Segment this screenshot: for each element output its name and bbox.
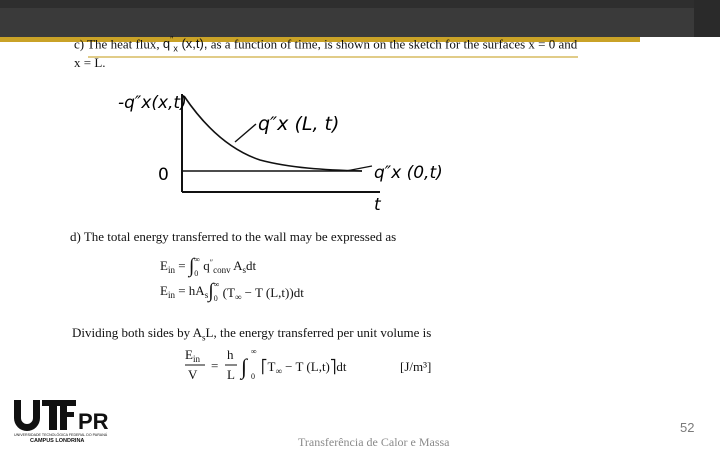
svg-text:0: 0 (251, 372, 255, 381)
svg-text:=: = (211, 358, 219, 373)
volume-equation (185, 346, 455, 386)
page-number: 52 (680, 420, 695, 435)
top-bar-edge (694, 0, 720, 37)
utfpr-logo (12, 398, 112, 444)
logo-pr: PR (78, 409, 109, 434)
curve-0-label: q″x (0,t) (374, 163, 443, 183)
energy-equations (160, 250, 380, 306)
item-c-line2: x = L. (74, 55, 106, 70)
equation-1: $E_{in} = \int_0\infty$ $q''_{conv}$ $A_sdt$ (160, 255, 257, 278)
item-c-lead: c) The heat flux, (74, 36, 160, 52)
curve-L-label: q″x (L, t) (258, 113, 340, 135)
top-bar (0, 0, 720, 37)
svg-text:h: h (227, 347, 234, 362)
heat-flux-symbol: $q''_x$ (x,t), (162, 35, 208, 54)
y-axis-label: -q″x(x,t) (118, 93, 187, 113)
logo-campus: CAMPUS LONDRINA (30, 438, 85, 444)
item-d-text: d) The total energy transferred to the wall may be expressed as (70, 229, 397, 244)
logo-tagline: UNIVERSIDADE TECNOLÓGICA FEDERAL DO PARANÁ (14, 433, 108, 437)
dividing-text: Dividing both sides by $A_sL$, the energy transferred per unit volume is (72, 325, 432, 343)
eq3-numerator: $E_{in}$ (185, 347, 200, 364)
equation-2: $E_{in} = hA_s\int_0\infty$ ($T_\infty - T$ (L,t))dt (160, 280, 304, 303)
eq3-body: $⎡T_\infty - T$ (L,t)⎤dt (261, 359, 347, 376)
accent-underline (88, 56, 578, 58)
x-axis-label: t (374, 195, 381, 215)
svg-text:∫: ∫ (241, 354, 248, 379)
svg-text:∞: ∞ (251, 347, 257, 356)
heat-flux-sketch (110, 82, 450, 217)
logo-u (14, 400, 40, 431)
svg-text:L: L (227, 367, 235, 382)
origin-label: 0 (158, 165, 169, 185)
eq3-units: [J/m³] (400, 359, 432, 374)
footer-course: Transferência de Calor e Massa (298, 435, 450, 449)
item-c-rest: as a function of time, is shown on the sketch for the surfaces x = 0 and (210, 36, 578, 52)
leader-L (235, 124, 256, 142)
svg-text:V: V (188, 367, 198, 382)
item-c-text (74, 35, 577, 54)
